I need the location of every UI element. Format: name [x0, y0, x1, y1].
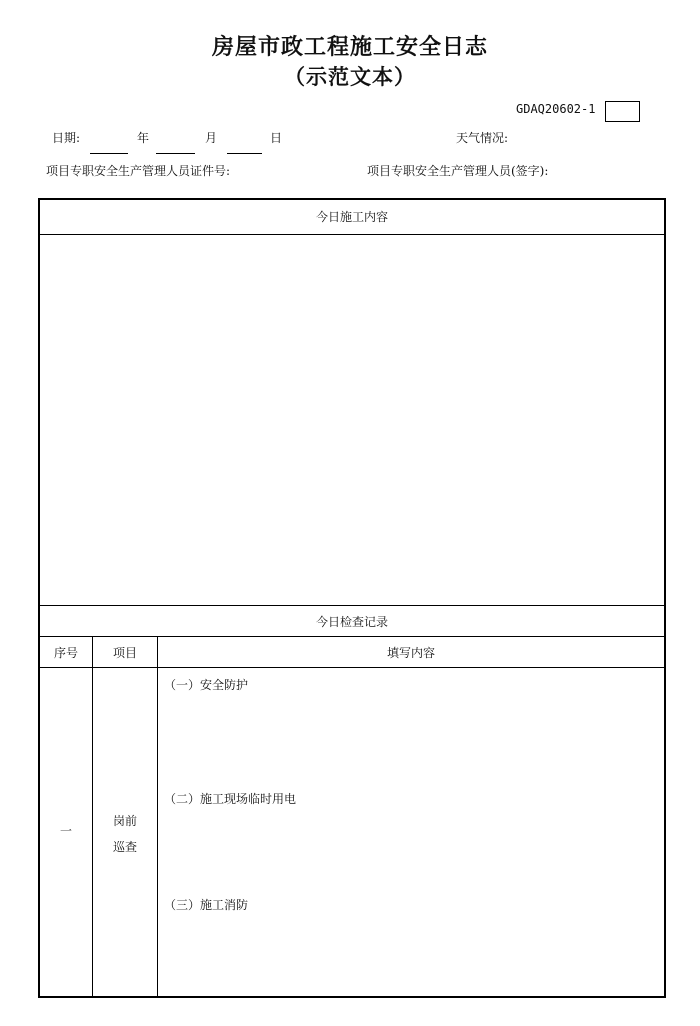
year-field[interactable] — [90, 139, 128, 154]
safety-officer-cert-label: 项目专职安全生产管理人员证件号: — [46, 164, 231, 178]
row-index: 一 — [59, 824, 72, 838]
divider — [40, 605, 664, 606]
form-code: GDAQ20602-1 — [516, 102, 596, 116]
divider — [40, 234, 664, 235]
document-title: 房屋市政工程施工安全日志 — [211, 35, 488, 60]
form-code-suffix-box[interactable] — [605, 101, 640, 122]
month-label: 月 — [205, 131, 218, 145]
safety-officer-cert-field[interactable] — [250, 162, 350, 176]
day-label: 日 — [270, 131, 283, 145]
weather-label: 天气情况: — [456, 131, 509, 145]
col-header-content: 填写内容 — [386, 646, 435, 660]
month-field[interactable] — [156, 139, 195, 154]
today-work-content[interactable] — [46, 242, 658, 598]
document-subtitle: （示范文本） — [284, 65, 416, 89]
entry-temporary-electricity: （二）施工现场临时用电 — [164, 792, 297, 806]
date-label: 日期: — [52, 131, 81, 145]
col-header-item: 项目 — [112, 646, 137, 660]
entry-safety-protection: （一）安全防护 — [164, 678, 249, 692]
log-sheet — [38, 198, 666, 998]
day-field[interactable] — [227, 139, 262, 154]
divider — [40, 667, 664, 668]
row-item-line1: 岗前 — [112, 814, 137, 828]
today-inspection-title: 今日检查记录 — [315, 615, 388, 629]
today-work-title: 今日施工内容 — [315, 210, 388, 224]
divider — [40, 636, 664, 637]
safety-officer-sign-label: 项目专职安全生产管理人员(签字): — [367, 164, 549, 178]
year-label: 年 — [137, 131, 150, 145]
row-item-line2: 巡查 — [112, 840, 137, 854]
column-divider — [157, 636, 158, 996]
col-header-index: 序号 — [53, 646, 78, 660]
weather-field[interactable] — [520, 129, 660, 143]
safety-officer-sign-field[interactable] — [575, 162, 660, 176]
entry-fire-safety: （三）施工消防 — [164, 898, 249, 912]
